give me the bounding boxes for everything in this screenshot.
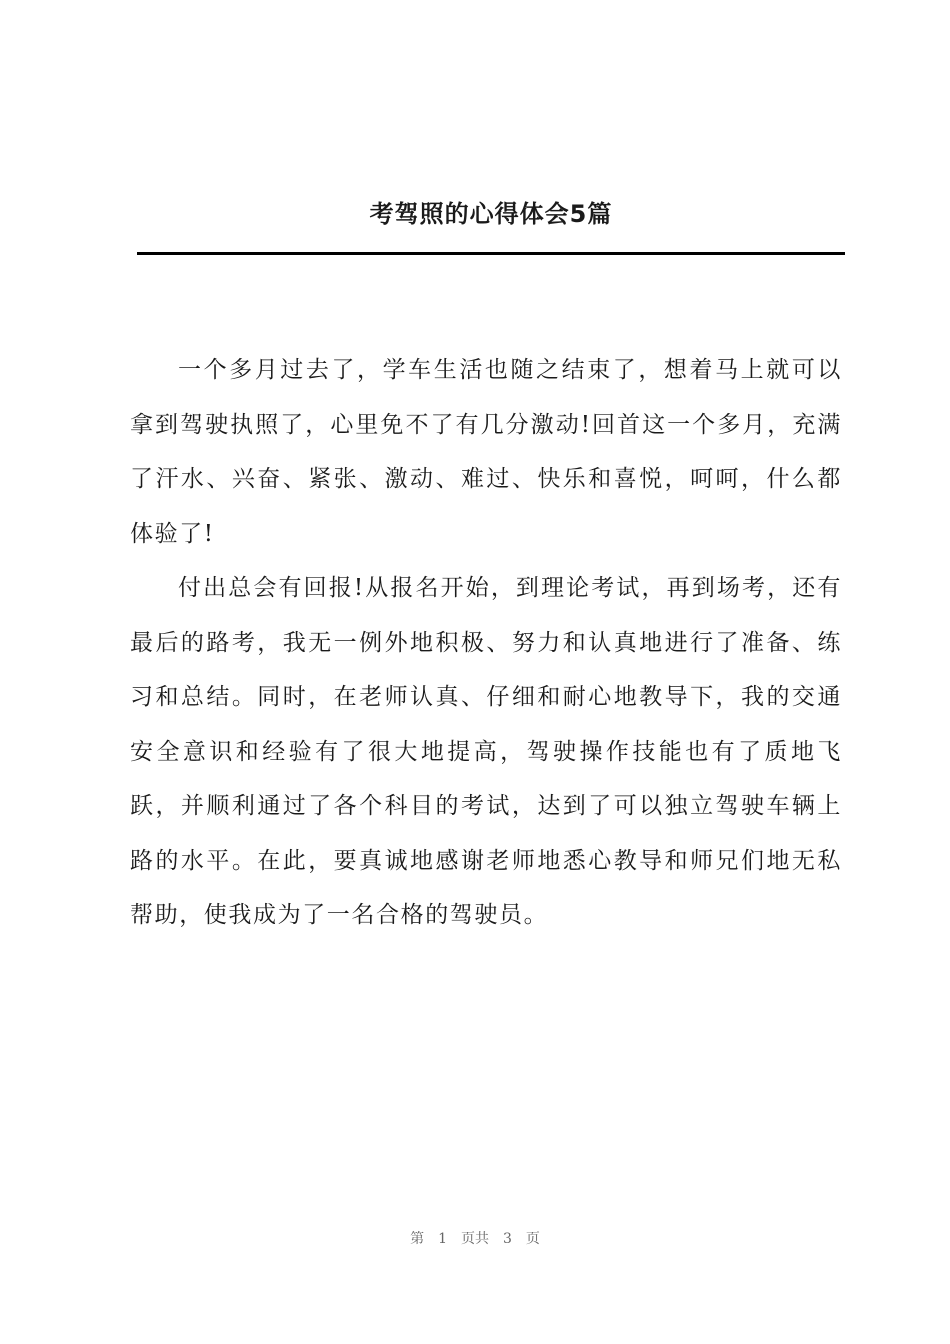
footer-total-pages: 3 xyxy=(503,1231,512,1247)
page-footer xyxy=(0,1228,950,1250)
footer-prefix: 第 xyxy=(410,1231,425,1247)
paragraph-1: 一个多月过去了，学车生活也随之结束了，想着马上就可以拿到驾驶执照了，心里免不了有几分激动!回首这一个多月，充满了汗水、兴奋、紧张、激动、难过、快乐和喜悦，呵呵，什么都体验了! xyxy=(130,357,842,547)
title-underline xyxy=(137,252,845,255)
footer-suffix: 页 xyxy=(525,1231,540,1247)
footer-page-number: 1 xyxy=(438,1231,447,1247)
paragraph-2: 付出总会有回报!从报名开始，到理论考试，再到场考，还有最后的路考，我无一例外地积极、努力和认真地进行了准备、练习和总结。同时，在老师认真、仔细和耐心地教导下，我的交通安全意识和经验有了很大地提高，驾驶操作技能也有了质地飞跃，并顺利通过了各个科目的考试，达到了可以独立驾驶车辆上路的水平。在此，要真诚地感谢老师地悉心教导和师兄们地无私帮助，使我成为了一名合格的驾驶员。 xyxy=(130,575,842,928)
document-title: 考驾照的心得体会5篇 xyxy=(369,200,613,228)
document-body xyxy=(130,343,842,943)
footer-middle: 页共 xyxy=(461,1231,489,1247)
